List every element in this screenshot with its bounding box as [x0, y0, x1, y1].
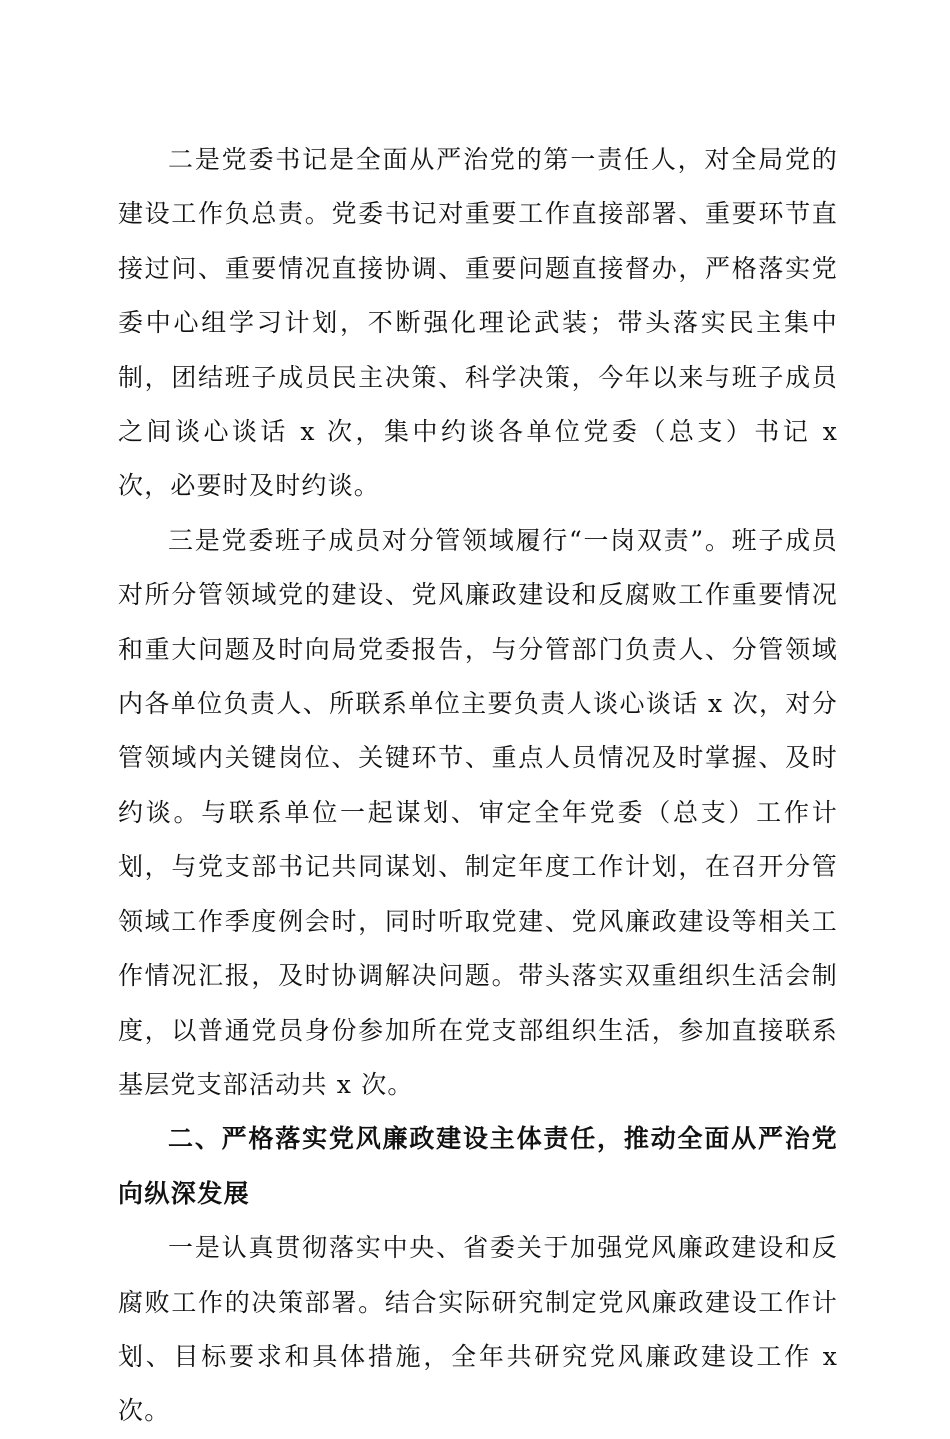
document-body — [118, 133, 838, 1439]
paragraph-team-member-dual-responsibility: 三是党委班子成员对分管领域履行“一岗双责”。班子成员对所分管领域党的建设、党风廉政建设和反腐败工作重要情况和重大问题及时向局党委报告，与分管部门负责人、分管领域内各单位负责人、所联系单位主要负责人谈心谈话 x 次，对分管领域内关键岗位、关键环节、重点人员情况及时掌握、及时约谈。与联系单位一起谋划、审定全年党委（总支）工作计划，与党支部书记共同谋划、制定年度工作计划，在召开分管领域工作季度例会时，同时听取党建、党风廉政建设等相关工作情况汇报，及时协调解决问题。带头落实双重组织生活会制度，以普通党员身份参加所在党支部组织生活，参加直接联系基层党支部活动共 x 次。 — [118, 525, 838, 1099]
paragraph-party-secretary-responsibility: 二是党委书记是全面从严治党的第一责任人，对全局党的建设工作负总责。党委书记对重要工作直接部署、重要环节直接过问、重要情况直接协调、重要问题直接督办，严格落实党委中心组学习计划，不断强化理论武装；带头落实民主集中制，团结班子成员民主决策、科学决策，今年以来与班子成员之间谈心谈话 x 次，集中约谈各单位党委（总支）书记 x 次，必要时及时约谈。 — [118, 145, 838, 501]
paragraph-implement-central-decisions: 一是认真贯彻落实中央、省委关于加强党风廉政建设和反腐败工作的决策部署。结合实际研究制定党风廉政建设工作计划、目标要求和具体措施，全年共研究党风廉政建设工作 x 次。 — [118, 1233, 838, 1426]
section-heading-anti-corruption: 二、严格落实党风廉政建设主体责任，推动全面从严治党向纵深发展 — [118, 1124, 838, 1208]
